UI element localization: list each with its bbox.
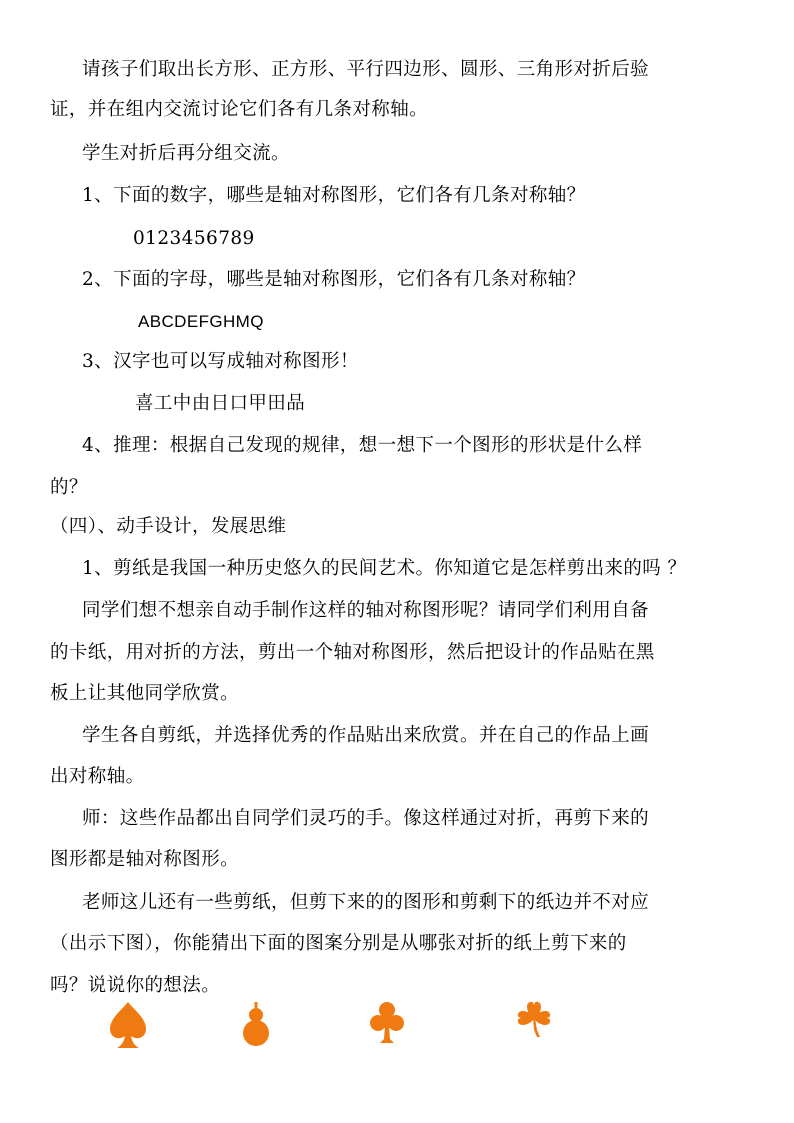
- paragraph-line-16: 板上让其他同学欣赏。: [50, 683, 240, 704]
- paragraph-line-14: 同学们想不想亲自动手制作这样的轴对称图形呢？请同学们利用自备: [82, 600, 650, 621]
- question-4: 4、推理：根据自己发现的规律，想一想下一个图形的形状是什么样: [82, 435, 643, 456]
- shamrock-icon: [516, 1000, 552, 1040]
- club-icon: [368, 1000, 406, 1046]
- spade-icon: [108, 1000, 148, 1050]
- paragraph-line-18: 出对称轴。: [50, 766, 145, 787]
- paragraph-line-15: 的卡纸，用对折的方法，剪出一个轴对称图形，然后把设计的作品贴在黑: [50, 642, 655, 663]
- paragraph-line-22: （出示下图），你能猜出下面的图案分别是从哪张对折的纸上剪下来的: [50, 933, 627, 954]
- paragraph-line-21: 老师这儿还有一些剪纸，但剪下来的的图形和剪剩下的纸边并不对应: [82, 892, 650, 913]
- paragraph-line-19: 师：这些作品都出自同学们灵巧的手。像这样通过对折，再剪下来的: [82, 808, 650, 829]
- section-heading: （四）、动手设计，发展思维: [50, 516, 287, 537]
- paragraph-line-3: 学生对折后再分组交流。: [82, 143, 290, 164]
- question-4-cont: 的？: [50, 477, 88, 498]
- paragraph-line-1: 请孩子们取出长方形、正方形、平行四边形、圆形、三角形对折后验: [82, 59, 650, 80]
- digits-example: 0123456789: [133, 228, 255, 249]
- papercut-shapes: [0, 1000, 794, 1060]
- paragraph-line-23: 吗？说说你的想法。: [50, 975, 221, 996]
- question-1: 1、下面的数字，哪些是轴对称图形，它们各有几条对称轴？: [82, 185, 586, 206]
- hanzi-example: 喜工中由日口甲田品: [135, 393, 306, 414]
- paragraph-line-17: 学生各自剪纸，并选择优秀的作品贴出来欣赏。并在自己的作品上画: [82, 725, 650, 746]
- letters-example: ABCDEFGHMQ: [138, 312, 264, 331]
- paragraph-line-2: 证，并在组内交流讨论它们各有几条对称轴。: [50, 99, 429, 120]
- question-3: 3、汉字也可以写成轴对称图形！: [82, 351, 359, 372]
- question-2: 2、下面的字母，哪些是轴对称图形，它们各有几条对称轴？: [82, 269, 586, 290]
- gourd-icon: [238, 1000, 274, 1048]
- paragraph-line-13: 1、剪纸是我国一种历史悠久的民间艺术。你知道它是怎样剪出来的吗 ？: [82, 558, 687, 579]
- paragraph-line-20: 图形都是轴对称图形。: [50, 849, 240, 870]
